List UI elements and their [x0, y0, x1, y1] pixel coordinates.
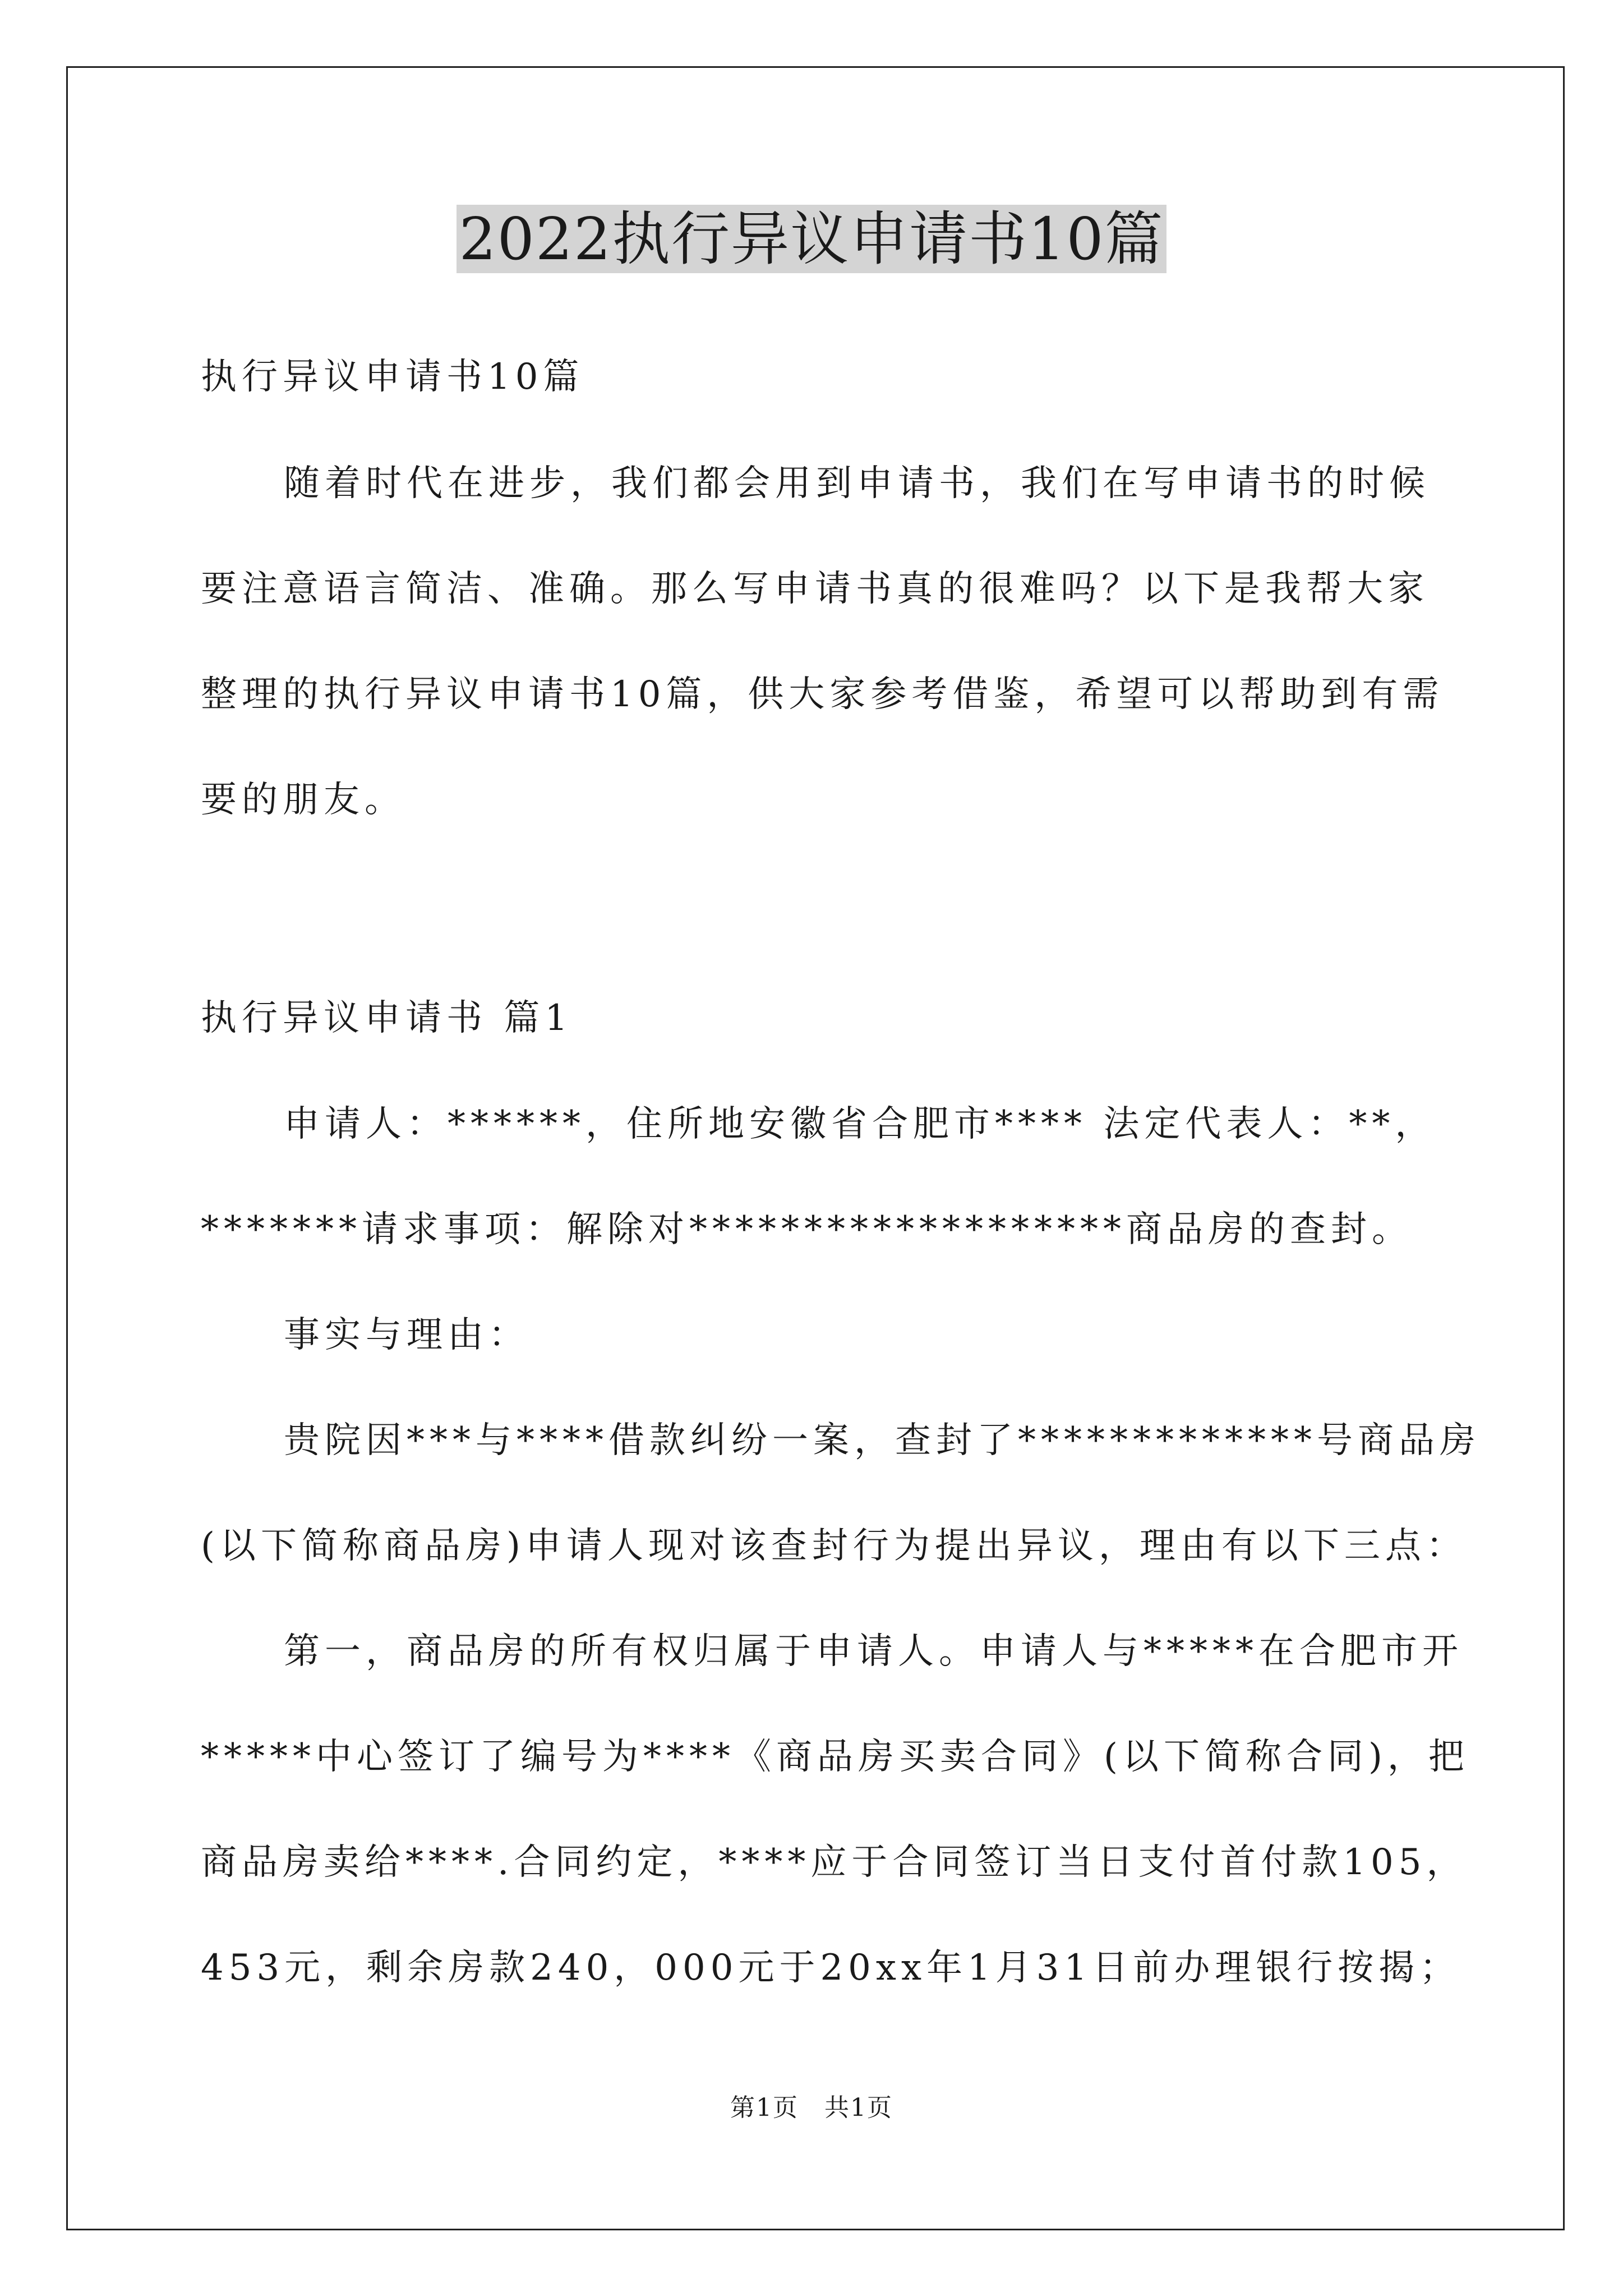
body-line: (以下简称商品房)申请人现对该查封行为提出异议，理由有以下三点：: [201, 1525, 1467, 1567]
body-line: *****中心签订了编号为****《商品房买卖合同》(以下简称合同)，把: [201, 1736, 1469, 1778]
body-line: 申请人：******，住所地安徽省合肥市**** 法定代表人：**，: [284, 1103, 1436, 1145]
intro-line: 整理的执行异议申请书10篇，供大家参考借鉴，希望可以帮助到有需: [201, 674, 1444, 715]
body-line: 453元，剩余房款240，000元于20xx年1月31日前办理银行按揭；: [201, 1947, 1461, 1989]
subtitle: 执行异议申请书10篇: [201, 356, 584, 398]
body-line: 贵院因***与****借款纠纷一案，查封了*************号商品房: [284, 1420, 1481, 1461]
body-line: 商品房卖给****.合同约定，****应于合同签订当日支付首付款105，: [201, 1842, 1468, 1883]
body-line: *******请求事项：解除对*******************商品房的查封。: [201, 1209, 1413, 1250]
document-title-text: 2022执行异议申请书10篇: [457, 205, 1166, 273]
body-line: 事实与理由：: [284, 1314, 529, 1356]
body-line: 第一，商品房的所有权归属于申请人。申请人与*****在合肥市开: [284, 1631, 1463, 1672]
intro-line: 随着时代在进步，我们都会用到申请书，我们在写申请书的时候: [284, 463, 1430, 504]
intro-line: 要注意语言简洁、准确。那么写申请书真的很难吗？以下是我帮大家: [201, 568, 1429, 610]
document-title: [0, 203, 1623, 275]
intro-line: 要的朋友。: [201, 779, 405, 821]
page-number: 第1页: [730, 2093, 799, 2122]
section-heading: 执行异议申请书 篇1: [201, 997, 573, 1039]
page-total: 共1页: [824, 2093, 893, 2122]
page-footer: [0, 2092, 1623, 2124]
